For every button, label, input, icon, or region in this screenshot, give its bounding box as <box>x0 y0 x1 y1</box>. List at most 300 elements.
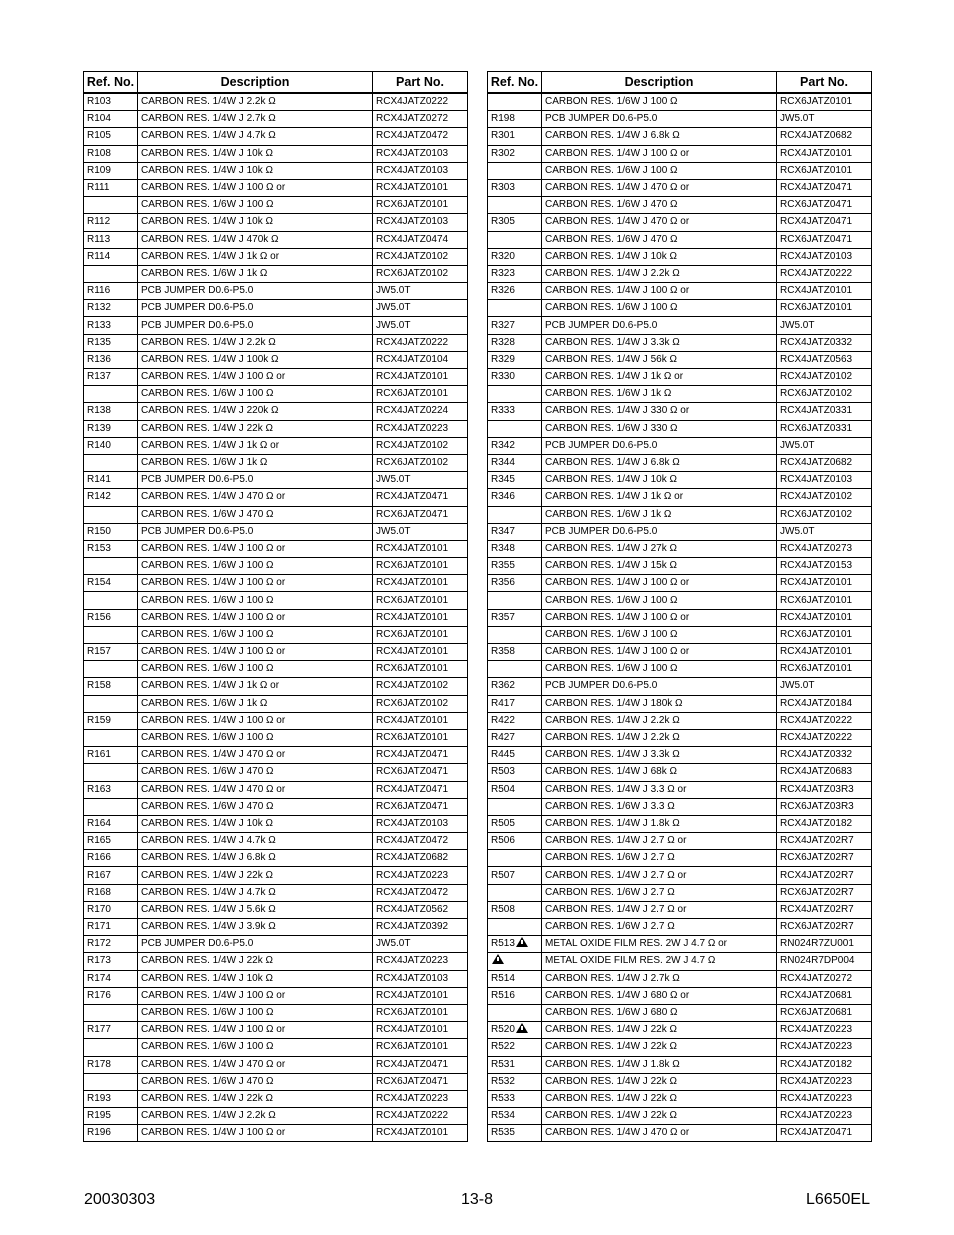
table-row <box>488 506 872 523</box>
part-no-header: Part No. <box>777 72 872 94</box>
description-cell-text: CARBON RES. 1/4W J 100 Ω or <box>141 1127 286 1139</box>
part-no-cell <box>373 1073 468 1090</box>
ref-no-cell-text: R157 <box>87 646 111 658</box>
ref-no-cell-text: R170 <box>87 903 111 915</box>
description-cell <box>542 197 777 214</box>
ref-no-cell-text: R195 <box>87 1110 111 1122</box>
ref-no-cell-text: R522 <box>491 1041 515 1053</box>
ref-no-cell-text: R534 <box>491 1110 515 1122</box>
ref-no-cell-text: R105 <box>87 130 111 142</box>
table-row <box>488 128 872 145</box>
table-row <box>488 300 872 317</box>
description-cell <box>138 1073 373 1090</box>
description-cell-text: CARBON RES. 1/6W J 470 Ω <box>141 1075 274 1087</box>
description-cell-text: CARBON RES. 1/6W J 680 Ω <box>545 1007 678 1019</box>
description-cell-text: CARBON RES. 1/4W J 100 Ω or <box>545 646 690 658</box>
description-cell-text: CARBON RES. 1/4W J 3.3k Ω <box>545 749 680 761</box>
ref-no-cell <box>488 970 542 987</box>
description-cell-text: CARBON RES. 1/4W J 4.7k Ω <box>141 886 276 898</box>
part-no-cell <box>373 317 468 334</box>
part-no-cell <box>373 695 468 712</box>
safety-warning-icon <box>516 937 528 947</box>
part-no-cell-text: RCX4JATZ0223 <box>780 1075 853 1087</box>
table-row <box>488 334 872 351</box>
part-no-cell <box>373 162 468 179</box>
table-row <box>488 540 872 557</box>
ref-no-cell-text: R164 <box>87 817 111 829</box>
table-row <box>488 179 872 196</box>
ref-no-cell-text: R355 <box>491 560 515 572</box>
part-no-cell <box>777 1039 872 1056</box>
part-no-cell-text: RCX4JATZ02R7 <box>780 835 854 847</box>
table-row <box>488 592 872 609</box>
part-no-cell <box>777 317 872 334</box>
part-no-cell <box>373 953 468 970</box>
part-no-cell <box>777 403 872 420</box>
table-row <box>84 351 468 368</box>
description-cell <box>542 300 777 317</box>
description-cell-text: CARBON RES. 1/4W J 1.8k Ω <box>545 817 680 829</box>
description-cell-text: CARBON RES. 1/4W J 2.7k Ω <box>545 972 680 984</box>
part-no-cell-text: RCX6JATZ0102 <box>376 697 449 709</box>
table-row <box>488 729 872 746</box>
part-no-cell <box>373 1056 468 1073</box>
part-no-cell <box>777 781 872 798</box>
part-no-cell-text: RCX4JATZ0101 <box>780 285 853 297</box>
part-no-cell <box>373 815 468 832</box>
part-no-cell <box>777 386 872 403</box>
description-cell-text: CARBON RES. 1/4W J 470 Ω or <box>141 749 286 761</box>
part-no-cell-text: RCX4JATZ0101 <box>376 646 449 658</box>
ref-no-cell <box>84 609 138 626</box>
ref-no-cell <box>488 747 542 764</box>
table-row <box>488 1073 872 1090</box>
description-cell-text: CARBON RES. 1/4W J 470 Ω or <box>545 1127 690 1139</box>
description-cell <box>542 884 777 901</box>
ref-no-cell <box>488 162 542 179</box>
ref-no-cell-text: R168 <box>87 886 111 898</box>
description-cell-text: CARBON RES. 1/4W J 100 Ω or <box>545 285 690 297</box>
part-no-cell <box>777 351 872 368</box>
part-no-cell-text: RCX4JATZ0101 <box>780 577 853 589</box>
ref-no-cell-text: R503 <box>491 766 515 778</box>
part-no-cell-text: RCX4JATZ0222 <box>376 96 449 108</box>
description-cell <box>542 712 777 729</box>
description-cell <box>138 815 373 832</box>
part-no-cell <box>777 575 872 592</box>
part-no-cell <box>373 1108 468 1125</box>
table-row <box>488 1108 872 1125</box>
ref-no-cell-text: R137 <box>87 371 111 383</box>
table-row <box>488 626 872 643</box>
ref-no-cell-text: R140 <box>87 439 111 451</box>
ref-no-cell <box>84 901 138 918</box>
part-no-cell-text: RCX4JATZ0102 <box>376 680 449 692</box>
ref-no-cell-text: R506 <box>491 835 515 847</box>
table-row <box>488 764 872 781</box>
part-no-cell-text: RCX4JATZ0681 <box>780 989 853 1001</box>
part-no-cell <box>777 506 872 523</box>
description-cell <box>138 644 373 661</box>
description-cell <box>138 1090 373 1107</box>
description-cell-text: PCB JUMPER D0.6-P5.0 <box>545 525 658 537</box>
description-cell <box>138 867 373 884</box>
ref-no-cell-text: R333 <box>491 405 515 417</box>
description-cell-text: CARBON RES. 1/6W J 100 Ω <box>141 1007 274 1019</box>
ref-no-cell-text: R104 <box>87 113 111 125</box>
table-row <box>84 523 468 540</box>
description-cell <box>138 523 373 540</box>
table-row <box>84 145 468 162</box>
ref-no-cell-text: R116 <box>87 285 111 297</box>
part-no-cell-text: JW5.0T <box>780 113 815 125</box>
description-cell <box>542 214 777 231</box>
table-row <box>488 558 872 575</box>
description-cell-text: CARBON RES. 1/4W J 2.2k Ω <box>545 732 680 744</box>
table-row <box>488 970 872 987</box>
part-no-cell-text: RCX6JATZ0471 <box>780 199 853 211</box>
part-no-cell-text: JW5.0T <box>780 680 815 692</box>
description-cell <box>138 850 373 867</box>
table-row <box>488 850 872 867</box>
ref-no-cell <box>488 712 542 729</box>
description-cell <box>138 403 373 420</box>
ref-no-cell <box>84 919 138 936</box>
ref-no-cell <box>488 403 542 420</box>
description-cell <box>138 661 373 678</box>
description-cell <box>138 764 373 781</box>
description-cell-text: CARBON RES. 1/6W J 100 Ω <box>545 594 678 606</box>
description-cell <box>542 145 777 162</box>
description-cell <box>542 626 777 643</box>
ref-no-cell <box>84 523 138 540</box>
description-cell-text: CARBON RES. 1/4W J 10k Ω <box>141 972 273 984</box>
description-cell-text: PCB JUMPER D0.6-P5.0 <box>141 474 254 486</box>
table-row <box>84 162 468 179</box>
part-no-cell-text: RCX6JATZ0101 <box>376 628 449 640</box>
part-no-cell-text: RCX6JATZ0102 <box>376 457 449 469</box>
part-no-cell <box>777 798 872 815</box>
ref-no-cell <box>488 472 542 489</box>
description-cell <box>138 1056 373 1073</box>
part-no-cell <box>373 661 468 678</box>
ref-no-cell-text: R344 <box>491 457 515 469</box>
table-row <box>84 214 468 231</box>
footer-page-number: 13-8 <box>460 1191 494 1208</box>
part-no-cell-text: JW5.0T <box>376 319 411 331</box>
ref-no-cell <box>488 1039 542 1056</box>
ref-no-cell <box>84 386 138 403</box>
part-no-cell-text: RCX4JATZ0101 <box>376 577 449 589</box>
description-cell <box>542 919 777 936</box>
description-cell <box>542 987 777 1004</box>
description-cell-text: CARBON RES. 1/6W J 100 Ω <box>141 594 274 606</box>
description-cell-text: CARBON RES. 1/6W J 2.7 Ω <box>545 852 675 864</box>
table-row <box>84 970 468 987</box>
ref-no-cell <box>488 179 542 196</box>
table-row <box>488 695 872 712</box>
description-cell <box>542 592 777 609</box>
part-no-cell-text: RCX6JATZ0101 <box>376 560 449 572</box>
part-no-cell-text: RCX6JATZ0101 <box>780 164 853 176</box>
description-cell <box>542 472 777 489</box>
safety-warning-icon <box>492 954 504 964</box>
description-cell-text: CARBON RES. 1/4W J 22k Ω <box>141 869 273 881</box>
part-no-cell <box>373 1004 468 1021</box>
table-row <box>84 729 468 746</box>
part-no-cell-text: RCX4JATZ0222 <box>376 336 449 348</box>
ref-no-cell <box>84 695 138 712</box>
ref-no-cell-text: R301 <box>491 130 515 142</box>
part-no-cell <box>373 558 468 575</box>
ref-no-cell-text: R138 <box>87 405 111 417</box>
description-cell-text: CARBON RES. 1/4W J 220k Ω <box>141 405 279 417</box>
description-cell-text: CARBON RES. 1/4W J 680 Ω or <box>545 989 690 1001</box>
ref-no-cell-text: R362 <box>491 680 515 692</box>
ref-no-cell <box>84 1039 138 1056</box>
ref-no-cell <box>84 592 138 609</box>
part-no-cell-text: RCX4JATZ0562 <box>376 903 449 915</box>
part-no-cell <box>777 644 872 661</box>
ref-no-cell-text: R508 <box>491 903 515 915</box>
part-no-cell-text: JW5.0T <box>780 525 815 537</box>
description-cell <box>542 231 777 248</box>
ref-no-cell <box>488 265 542 282</box>
parts-table-right <box>487 71 872 1142</box>
table-row <box>84 197 468 214</box>
part-no-cell-text: RCX4JATZ0682 <box>376 852 449 864</box>
part-no-cell-text: RCX6JATZ0101 <box>780 594 853 606</box>
description-cell-text: CARBON RES. 1/4W J 4.7k Ω <box>141 130 276 142</box>
ref-no-cell-text: R156 <box>87 611 111 623</box>
description-cell-text: CARBON RES. 1/4W J 100 Ω or <box>141 542 286 554</box>
description-cell <box>542 833 777 850</box>
description-cell-text: CARBON RES. 1/4W J 10k Ω <box>141 147 273 159</box>
part-no-cell-text: RCX4JATZ0223 <box>376 955 449 967</box>
ref-no-cell <box>84 403 138 420</box>
description-cell-text: CARBON RES. 1/4W J 330 Ω or <box>545 405 690 417</box>
ref-no-cell <box>488 987 542 1004</box>
ref-no-cell-text: R328 <box>491 336 515 348</box>
part-no-cell <box>373 987 468 1004</box>
description-cell-text: CARBON RES. 1/4W J 3.3 Ω or <box>545 783 687 795</box>
part-no-cell-text: RCX4JATZ0272 <box>780 972 853 984</box>
description-cell-text: CARBON RES. 1/4W J 4.7k Ω <box>141 835 276 847</box>
description-cell-text: CARBON RES. 1/6W J 1k Ω <box>141 457 268 469</box>
part-no-cell-text: RCX4JATZ0103 <box>376 216 449 228</box>
description-cell <box>542 953 777 970</box>
table-row <box>84 300 468 317</box>
description-cell-text: PCB JUMPER D0.6-P5.0 <box>141 319 254 331</box>
description-cell-text: CARBON RES. 1/6W J 2.7 Ω <box>545 886 675 898</box>
table-row <box>84 781 468 798</box>
part-no-cell <box>777 1125 872 1142</box>
ref-no-cell <box>488 93 542 111</box>
part-no-cell-text: RCX6JATZ0101 <box>780 663 853 675</box>
ref-no-cell-text: R417 <box>491 697 515 709</box>
description-cell-text: CARBON RES. 1/4W J 22k Ω <box>141 1092 273 1104</box>
ref-no-cell-text: R109 <box>87 164 111 176</box>
part-no-cell <box>777 609 872 626</box>
part-no-cell <box>373 214 468 231</box>
part-no-cell-text: JW5.0T <box>376 474 411 486</box>
description-cell-text: CARBON RES. 1/4W J 22k Ω <box>545 1092 677 1104</box>
part-no-cell <box>373 747 468 764</box>
table-row <box>84 626 468 643</box>
description-cell-text: CARBON RES. 1/6W J 100 Ω <box>141 628 274 640</box>
description-cell-text: CARBON RES. 1/4W J 2.2k Ω <box>141 1110 276 1122</box>
table-row <box>488 678 872 695</box>
part-no-cell-text: RCX4JATZ0182 <box>780 1058 853 1070</box>
part-no-cell <box>777 884 872 901</box>
ref-no-cell <box>84 283 138 300</box>
description-cell-text: CARBON RES. 1/4W J 470 Ω or <box>141 491 286 503</box>
description-cell <box>542 695 777 712</box>
description-cell-text: CARBON RES. 1/4W J 10k Ω <box>141 216 273 228</box>
ref-no-cell <box>84 815 138 832</box>
part-no-cell-text: RCX4JATZ0471 <box>780 216 853 228</box>
part-no-cell-text: RCX6JATZ0101 <box>376 732 449 744</box>
table-row <box>84 884 468 901</box>
description-cell <box>138 987 373 1004</box>
part-no-cell <box>777 93 872 111</box>
description-cell <box>542 867 777 884</box>
ref-no-cell <box>488 936 542 953</box>
table-row <box>488 747 872 764</box>
ref-no-cell <box>84 231 138 248</box>
part-no-cell <box>777 833 872 850</box>
description-cell <box>138 1004 373 1021</box>
part-no-cell-text: RCX4JATZ02R7 <box>780 903 854 915</box>
table-row <box>488 386 872 403</box>
description-cell <box>542 489 777 506</box>
ref-no-cell <box>488 111 542 128</box>
table-row <box>488 661 872 678</box>
part-no-cell-text: RCX4JATZ0101 <box>376 371 449 383</box>
description-cell <box>138 489 373 506</box>
part-no-cell <box>777 1090 872 1107</box>
part-no-cell <box>373 540 468 557</box>
description-cell <box>542 386 777 403</box>
part-no-cell-text: RCX4JATZ0103 <box>780 474 853 486</box>
ref-no-cell <box>488 317 542 334</box>
part-no-cell <box>373 850 468 867</box>
part-no-cell-text: JW5.0T <box>376 302 411 314</box>
description-cell-text: CARBON RES. 1/4W J 100 Ω or <box>545 611 690 623</box>
description-cell-text: CARBON RES. 1/4W J 470 Ω or <box>545 182 690 194</box>
part-no-cell <box>777 334 872 351</box>
part-no-cell-text: RCX6JATZ0471 <box>376 800 449 812</box>
ref-no-cell <box>84 626 138 643</box>
table-row <box>84 248 468 265</box>
table-row <box>84 506 468 523</box>
part-no-cell <box>373 386 468 403</box>
table-row <box>84 540 468 557</box>
part-no-cell-text: RCX4JATZ0184 <box>780 697 853 709</box>
description-cell-text: CARBON RES. 1/6W J 100 Ω <box>141 199 274 211</box>
part-no-cell <box>777 1022 872 1039</box>
ref-no-cell-text: R141 <box>87 474 111 486</box>
description-cell-text: CARBON RES. 1/4W J 1k Ω or <box>141 680 280 692</box>
part-no-cell-text: RCX4JATZ0223 <box>780 1041 853 1053</box>
part-no-cell <box>777 162 872 179</box>
part-no-cell <box>777 489 872 506</box>
part-no-cell-text: RCX4JATZ0101 <box>376 611 449 623</box>
ref-no-cell <box>84 420 138 437</box>
table-row <box>488 867 872 884</box>
part-no-cell-text: RCX6JATZ02R7 <box>780 852 854 864</box>
description-cell <box>138 919 373 936</box>
description-cell <box>138 798 373 815</box>
table-row <box>488 523 872 540</box>
part-no-cell <box>373 626 468 643</box>
part-no-cell-text: RCX6JATZ0102 <box>780 388 853 400</box>
ref-no-cell-text: R154 <box>87 577 111 589</box>
description-cell-text: CARBON RES. 1/4W J 1k Ω or <box>141 250 280 262</box>
table-row <box>84 1108 468 1125</box>
ref-no-cell-text: R112 <box>87 216 111 228</box>
ref-no-cell-text: R173 <box>87 955 111 967</box>
part-no-cell <box>373 197 468 214</box>
table-row <box>488 953 872 970</box>
description-cell-text: CARBON RES. 1/6W J 3.3 Ω <box>545 800 675 812</box>
part-no-cell-text: RN024R7DP004 <box>780 955 855 967</box>
description-cell <box>138 592 373 609</box>
table-row <box>84 111 468 128</box>
ref-no-cell <box>488 919 542 936</box>
table-row <box>488 1022 872 1039</box>
part-no-cell <box>373 1039 468 1056</box>
description-cell <box>542 558 777 575</box>
description-cell <box>542 317 777 334</box>
ref-no-cell <box>84 128 138 145</box>
description-cell-text: CARBON RES. 1/4W J 2.2k Ω <box>141 336 276 348</box>
part-no-cell-text: JW5.0T <box>780 439 815 451</box>
part-no-cell <box>373 334 468 351</box>
description-cell <box>542 1073 777 1090</box>
description-cell <box>138 145 373 162</box>
ref-no-cell-text: R159 <box>87 714 111 726</box>
ref-no-cell-text: R166 <box>87 852 111 864</box>
description-cell <box>542 540 777 557</box>
description-cell-text: CARBON RES. 1/4W J 56k Ω <box>545 353 677 365</box>
ref-no-cell <box>84 987 138 1004</box>
ref-no-cell <box>488 128 542 145</box>
table-row <box>84 317 468 334</box>
table-row <box>488 815 872 832</box>
description-cell <box>138 1039 373 1056</box>
description-cell-text: CARBON RES. 1/4W J 3.3k Ω <box>545 336 680 348</box>
ref-no-cell <box>84 300 138 317</box>
ref-no-cell <box>488 420 542 437</box>
description-cell <box>138 111 373 128</box>
part-no-cell-text: RCX6JATZ0101 <box>376 1007 449 1019</box>
ref-no-header: Ref. No. <box>488 72 542 94</box>
part-no-cell-text: RCX4JATZ0223 <box>780 1110 853 1122</box>
footer-model-number: L6650EL <box>805 1191 870 1208</box>
description-cell <box>138 884 373 901</box>
ref-no-cell-text: R535 <box>491 1127 515 1139</box>
description-cell <box>138 454 373 471</box>
part-no-cell-text: RCX4JATZ0101 <box>376 182 449 194</box>
description-cell-text: CARBON RES. 1/6W J 100 Ω <box>141 732 274 744</box>
description-cell-text: CARBON RES. 1/4W J 2.7 Ω or <box>545 835 687 847</box>
ref-no-cell-text: R158 <box>87 680 111 692</box>
part-no-cell <box>777 592 872 609</box>
description-cell-text: CARBON RES. 1/4W J 470 Ω or <box>545 216 690 228</box>
part-no-cell <box>777 626 872 643</box>
table-row <box>84 231 468 248</box>
